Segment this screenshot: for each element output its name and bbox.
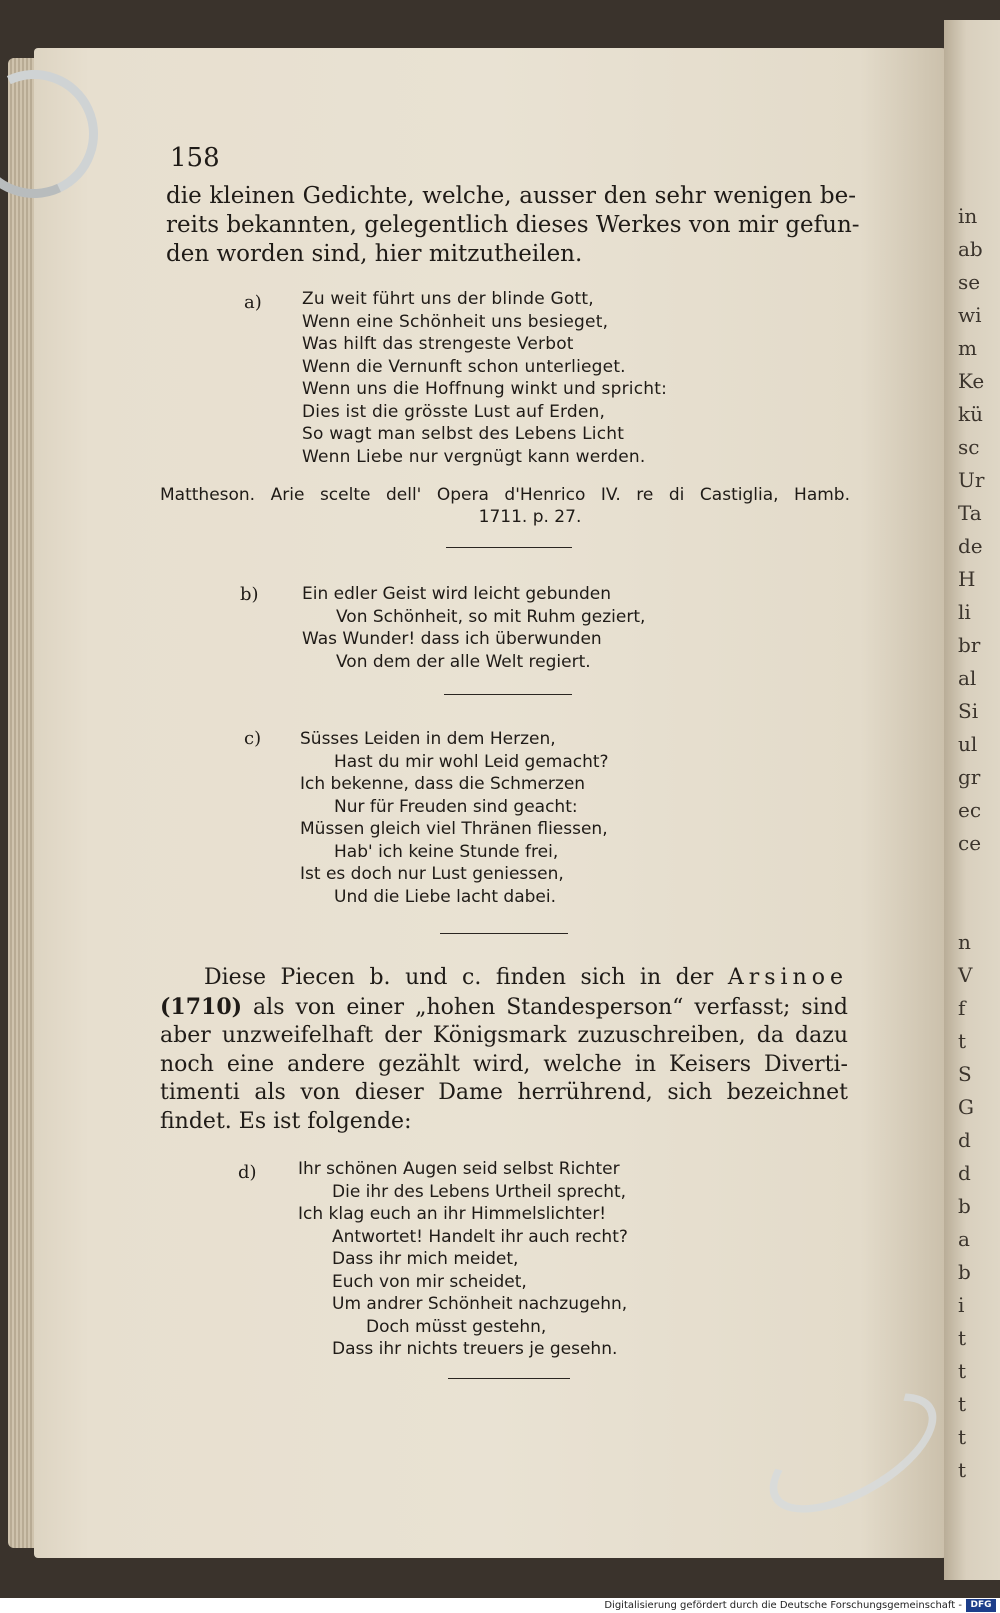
section-divider: [444, 694, 572, 695]
verse-line: Zu weit führt uns der blinde Gott,: [302, 289, 594, 309]
paragraph-line: findet. Es ist folgende:: [160, 1108, 412, 1134]
paragraph-line: aber unzweifelhaft der Königsmark zuzuschreiben, da dazu: [160, 1023, 848, 1048]
poem-a-source: [160, 484, 850, 528]
section-divider: [440, 933, 568, 934]
verse-line: Doch müsst gestehn,: [366, 1316, 547, 1337]
poem-a-marker: a): [244, 292, 262, 313]
source-line: Mattheson. Arie scelte dell' Opera d'Henrico IV. re di Castiglia, Hamb.: [160, 485, 850, 505]
verse-line: Was Wunder! dass ich überwunden: [302, 629, 602, 649]
verse-line: Dass ihr nichts treuers je gesehn.: [332, 1339, 618, 1359]
verse-line: Wenn eine Schönheit uns besieget,: [302, 311, 609, 332]
dfg-logo: DFG: [966, 1599, 996, 1612]
verse-line: Dass ihr mich meidet,: [332, 1249, 519, 1269]
verse-line: Von Schönheit, so mit Ruhm geziert,: [336, 606, 646, 627]
verse-line: Nur für Freuden sind geacht:: [334, 796, 578, 817]
verse-line: Antwortet! Handelt ihr auch recht?: [332, 1226, 628, 1247]
paragraph-line: noch eine andere gezählt wird, welche in Keisers Diverti-: [160, 1051, 848, 1077]
source-line: 1711. p. 27.: [478, 507, 582, 527]
poem-c: [300, 728, 609, 908]
verse-line: Ich bekenne, dass die Schmerzen: [300, 774, 586, 794]
verse-line: Süsses Leiden in dem Herzen,: [300, 729, 556, 749]
poem-b-marker: b): [240, 584, 259, 605]
verse-line: Euch von mir scheidet,: [332, 1271, 527, 1292]
verse-line: Von dem der alle Welt regiert.: [336, 651, 591, 672]
intro-line: die kleinen Gedichte, welche, ausser den sehr wenigen be-: [166, 183, 856, 209]
poem-d: [298, 1158, 628, 1361]
intro-line: reits bekannten, gelegentlich dieses Werkes von mir gefun-: [166, 212, 860, 238]
verse-line: Ihr schönen Augen seid selbst Richter: [298, 1159, 620, 1179]
verse-line: Die ihr des Lebens Urtheil sprecht,: [332, 1181, 627, 1202]
verse-line: Was hilft das strengeste Verbot: [302, 334, 574, 354]
intro-paragraph: [166, 182, 860, 269]
verse-line: Wenn Liebe nur vergnügt kann werden.: [302, 446, 646, 467]
poem-b: [302, 583, 645, 673]
paragraph-line: (1710) als von einer „hohen Standesperson“ verfasst; sind: [160, 993, 848, 1020]
paragraph-line: timenti als von dieser Dame herrührend, sich bezeichnet: [160, 1080, 848, 1105]
year-1710: (1710): [160, 993, 243, 1020]
section-divider: [446, 547, 572, 548]
body-paragraph: [160, 964, 848, 1136]
verse-line: Hast du mir wohl Leid gemacht?: [334, 751, 609, 772]
intro-line: den worden sind, hier mitzutheilen.: [166, 241, 583, 267]
poem-a: [302, 288, 667, 468]
verse-line: So wagt man selbst des Lebens Licht: [302, 424, 625, 444]
verse-line: Wenn uns die Hoffnung winkt und spricht:: [302, 379, 668, 399]
page-number: 158: [170, 143, 220, 173]
poem-c-marker: c): [244, 728, 262, 749]
verse-line: Und die Liebe lacht dabei.: [334, 886, 557, 907]
verse-line: Ein edler Geist wird leicht gebunden: [302, 584, 611, 604]
verse-line: Wenn die Vernunft schon unterlieget.: [302, 356, 626, 377]
facing-page-text: in ab se wi m Ke kü sc Ur Ta de H li br al Si ul gr ec ce n V f t S G d d b a b i t t t t t: [958, 204, 985, 1482]
verse-line: Ich klag euch an ihr Himmelslichter!: [298, 1204, 607, 1224]
verse-line: Hab' ich keine Stunde frei,: [334, 841, 559, 862]
verse-line: Müssen gleich viel Thränen fliessen,: [300, 819, 608, 839]
poem-d-marker: d): [238, 1162, 257, 1183]
paragraph-line: Diese Piecen b. und c. finden sich in der Arsinoe: [204, 965, 848, 990]
verse-line: Ist es doch nur Lust geniessen,: [300, 864, 564, 884]
footer-bar: [0, 1598, 1000, 1613]
title-arsinoe: Arsinoe: [727, 965, 848, 990]
section-divider: [448, 1378, 570, 1379]
verse-line: Um andrer Schönheit nachzugehn,: [332, 1294, 628, 1314]
verse-line: Dies ist die grösste Lust auf Erden,: [302, 401, 606, 422]
footer-credit: Digitalisierung gefördert durch die Deutsche Forschungsgemeinschaft -: [604, 1600, 962, 1611]
